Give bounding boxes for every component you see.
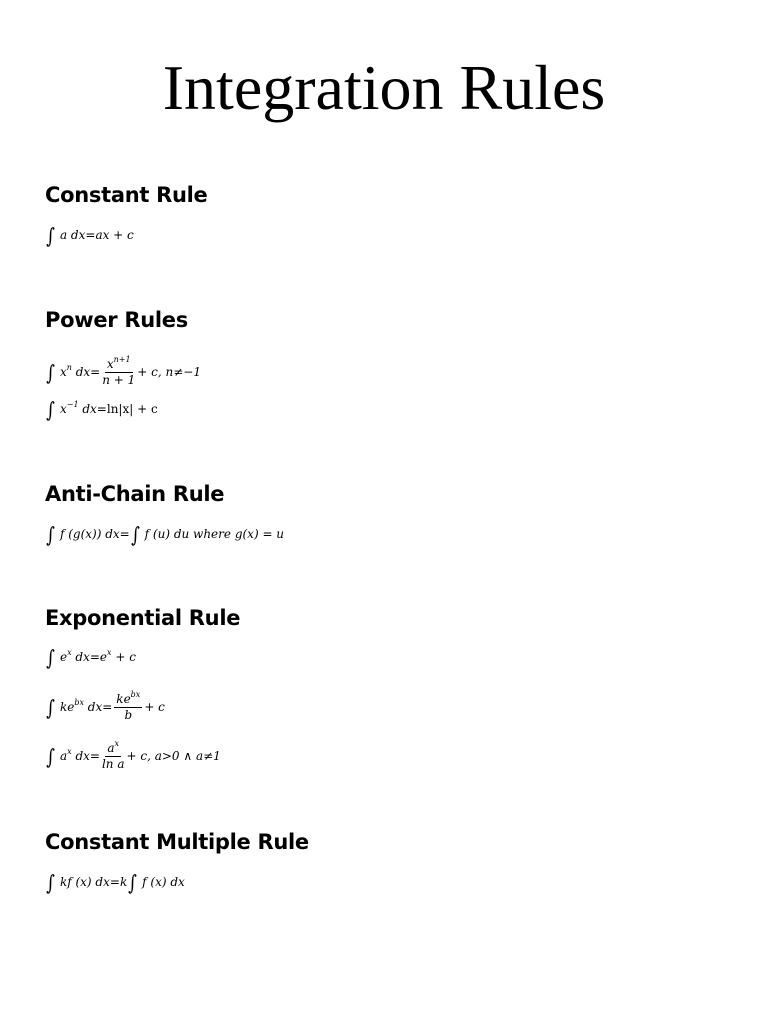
equals-sign: = [96,402,107,416]
lhs-exponent: −1 [66,400,79,409]
numerator [105,355,133,373]
lhs-differential: dx [78,402,97,416]
heading-constant-multiple-rule: Constant Multiple Rule [45,830,309,854]
numerator-base: a [107,741,115,755]
lhs-exponent: bx [74,698,84,707]
equation-tail: + c [144,700,165,714]
rhs-base: e [99,650,108,664]
numerator-exponent: bx [130,690,141,699]
equation-tail: + c [111,650,136,664]
heading-anti-chain-rule: Anti-Chain Rule [45,482,225,506]
integral-sign: ∫ [46,360,55,385]
equation-constant-rule [45,223,134,248]
equation-rhs: f (u) du where g(x) = u [144,527,285,541]
rhs-exponent: x [107,648,112,657]
heading-power-rules: Power Rules [45,308,188,332]
fraction [102,355,136,387]
integral-sign: ∫ [46,397,55,422]
equals-sign: = [89,650,100,664]
fraction [101,739,125,771]
heading-constant-rule: Constant Rule [45,183,208,207]
integral-sign: ∫ [46,522,55,547]
lhs-differential: dx [71,749,90,763]
heading-exponential-rule: Exponential Rule [45,606,241,630]
equation-exponential-kebx [45,690,165,722]
lhs-exponent: x [67,648,72,657]
equals-sign: = [102,700,113,714]
equation-rhs: ln|x| + c [106,402,158,416]
equation-rhs: ax + c [95,228,134,242]
equation-anti-chain-rule [45,522,285,547]
lhs-base: x [59,365,67,379]
equals-sign: = [89,749,100,763]
integral-sign: ∫ [128,870,138,895]
equation-reciprocal-rule [45,397,158,422]
lhs-differential: dx [71,650,90,664]
page-title: Integration Rules [162,52,606,123]
integral-sign: ∫ [46,645,55,670]
equals-sign: = [109,875,120,889]
numerator-exponent: x [114,739,120,748]
lhs-base: a [59,749,68,763]
denominator: ln a [101,757,125,771]
integral-sign: ∫ [130,522,140,547]
equation-lhs: kf (x) dx [59,875,110,889]
equals-sign: = [119,527,130,541]
equals-sign: = [90,365,101,379]
equation-power-rule [45,355,201,387]
equation-tail: + c, a>0 ∧ a≠1 [126,749,221,763]
equation-tail: + c, n≠−1 [137,365,201,379]
numerator-exponent: n+1 [113,355,131,364]
equation-lhs: f (g(x)) dx [59,527,120,541]
lhs-exponent: x [67,747,72,756]
integral-sign: ∫ [46,695,55,720]
integral-sign: ∫ [46,870,55,895]
lhs-base: x [59,402,67,416]
numerator [114,690,142,708]
denominator: n + 1 [102,373,136,387]
numerator-base: ke [116,692,131,706]
equation-constant-multiple-rule [45,870,185,895]
numerator-base: x [106,357,114,371]
fraction [114,690,142,722]
lhs-base: e [59,650,68,664]
integral-sign: ∫ [46,223,55,248]
lhs-base: ke [59,700,75,714]
equation-lhs: a dx [59,228,86,242]
equation-exponential-ax [45,739,221,771]
lhs-exponent: n [66,363,72,372]
integral-sign: ∫ [46,744,55,769]
lhs-differential: dx [83,700,103,714]
equation-exponential-e [45,645,136,670]
denominator: b [124,708,133,722]
numerator [105,739,121,757]
lhs-differential: dx [71,365,91,379]
equals-sign: = [85,228,96,242]
constant-factor: k [119,875,128,889]
equation-rhs: f (x) dx [142,875,185,889]
